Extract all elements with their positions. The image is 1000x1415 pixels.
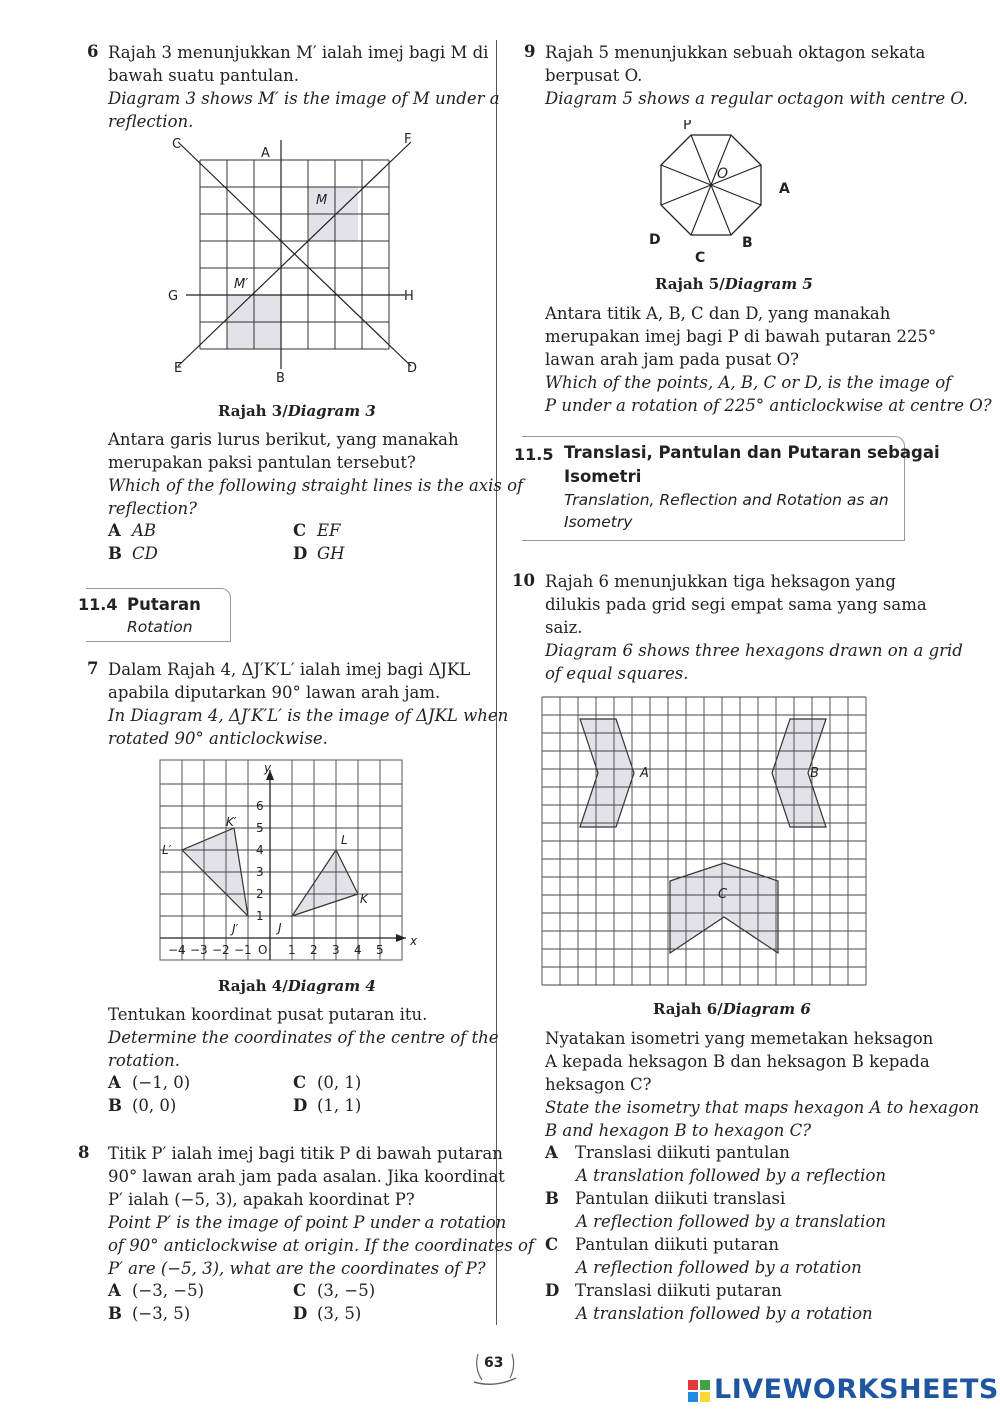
diagram-3 xyxy=(160,132,440,394)
q10-option-c[interactable]: C Pantulan diikuti putaran xyxy=(545,1235,779,1254)
q8-text-en-1: Point P′ is the image of point P under a rotation xyxy=(108,1213,507,1232)
q10-ask-ms-2: A kepada heksagon B dan heksagon B kepada xyxy=(545,1052,930,1071)
page-number: 63 xyxy=(484,1355,504,1371)
q8-text-en-2: of 90° anticlockwise at origin. If the coordinates of xyxy=(108,1236,535,1255)
y-tick: 5 xyxy=(256,821,264,835)
q6-text-en-1: Diagram 3 shows M′ is the image of M under a xyxy=(108,89,500,108)
q10-option-c-en: A reflection followed by a rotation xyxy=(576,1258,862,1277)
q9-ask-en-2: P under a rotation of 225° anticlockwise at centre O? xyxy=(545,396,992,415)
q6-text-en-2: reflection. xyxy=(108,112,194,131)
q8-text-ms-1: Titik P′ ialah imej bagi titik P di bawah putaran xyxy=(108,1144,503,1163)
q10-option-a-en: A translation followed by a reflection xyxy=(576,1166,887,1185)
y-tick: 2 xyxy=(256,887,264,901)
label-l-prime: L′ xyxy=(162,843,172,857)
diagram-4 xyxy=(150,752,430,972)
diagram-6-caption: Rajah 6/Diagram 6 xyxy=(653,1000,811,1018)
q8-text-en-3: P′ are (−5, 3), what are the coordinates of P? xyxy=(108,1259,486,1278)
x-tick: 1 xyxy=(288,943,296,957)
label-j: J xyxy=(278,921,282,935)
q7-ask-ms: Tentukan koordinat pusat putaran itu. xyxy=(108,1005,428,1024)
y-tick: 4 xyxy=(256,843,264,857)
q7-ask-en-2: rotation. xyxy=(108,1051,181,1070)
label-c: C xyxy=(718,887,728,902)
q10-text-ms-2: dilukis pada grid segi empat sama yang sama xyxy=(545,595,927,614)
label-b: B xyxy=(742,235,753,251)
q6-ask-en-1: Which of the following straight lines is the axis of xyxy=(108,476,524,495)
q8-option-a[interactable]: A (−3, −5) xyxy=(108,1281,205,1300)
q8-text-ms-3: P′ ialah (−5, 3), apakah koordinat P? xyxy=(108,1190,415,1209)
section-title-1: Translasi, Pantulan dan Putaran sebagai xyxy=(564,443,940,462)
q10-option-a[interactable]: A Translasi diikuti pantulan xyxy=(545,1143,790,1162)
diagram-6 xyxy=(540,695,870,990)
q6-ask-ms-1: Antara garis lurus berikut, yang manakah xyxy=(108,430,459,449)
q7-text-en-2: rotated 90° anticlockwise. xyxy=(108,729,328,748)
y-tick: 6 xyxy=(256,799,264,813)
label-c: C xyxy=(172,137,182,152)
column-divider xyxy=(496,40,497,1325)
label-k-prime: K′ xyxy=(226,815,237,829)
section-title: Putaran xyxy=(127,595,201,614)
section-number: 11.5 xyxy=(514,445,554,464)
q10-ask-ms-3: heksagon C? xyxy=(545,1075,652,1094)
q8-option-c[interactable]: C (3, −5) xyxy=(293,1281,376,1300)
triangle-jkl xyxy=(292,850,358,916)
q7-option-b[interactable]: B (0, 0) xyxy=(108,1096,177,1115)
x-axis-arrow xyxy=(396,934,406,942)
section-number: 11.4 xyxy=(78,595,118,614)
q6-option-d[interactable]: D GH xyxy=(293,544,345,563)
q9-ask-ms-3: lawan arah jam pada pusat O? xyxy=(545,350,800,369)
x-tick: −2 xyxy=(212,943,230,957)
q7-text-en-1: In Diagram 4, ΔJ′K′L′ is the image of ΔJKL when xyxy=(108,706,509,725)
axis-label-y: y xyxy=(264,761,272,775)
section-title-2: Isometri xyxy=(564,467,642,486)
q9-ask-ms-2: merupakan imej bagi P di bawah putaran 225° xyxy=(545,327,937,346)
q10-text-ms-1: Rajah 6 menunjukkan tiga heksagon yang xyxy=(545,572,896,591)
label-a: A xyxy=(261,146,270,161)
label-h: H xyxy=(404,289,414,304)
q6-option-c[interactable]: C EF xyxy=(293,521,341,540)
q7-option-c[interactable]: C (0, 1) xyxy=(293,1073,362,1092)
hexagon-a xyxy=(580,719,634,827)
q8-text-ms-2: 90° lawan arah jam pada asalan. Jika koordinat xyxy=(108,1167,505,1186)
label-g: G xyxy=(168,289,179,304)
question-number: 7 xyxy=(87,659,99,678)
x-tick: −1 xyxy=(234,943,252,957)
label-m: M xyxy=(316,193,328,208)
q10-option-b[interactable]: B Pantulan diikuti translasi xyxy=(545,1189,786,1208)
label-c: C xyxy=(695,250,706,266)
x-tick: 5 xyxy=(376,943,384,957)
label-f: F xyxy=(404,132,412,147)
q7-text-ms-2: apabila diputarkan 90° lawan arah jam. xyxy=(108,683,441,702)
question-number: 8 xyxy=(78,1143,90,1162)
label-k: K xyxy=(360,892,368,906)
q10-text-en-1: Diagram 6 shows three hexagons drawn on a grid xyxy=(545,641,963,660)
x-tick: 2 xyxy=(310,943,318,957)
axis-candidates xyxy=(178,140,411,369)
q10-option-b-en: A reflection followed by a translation xyxy=(576,1212,887,1231)
diagram-5 xyxy=(640,120,810,270)
q7-ask-en-1: Determine the coordinates of the centre of the xyxy=(108,1028,499,1047)
label-e: E xyxy=(174,361,183,376)
label-j-prime: J′ xyxy=(232,922,239,936)
question-number: 10 xyxy=(512,571,535,590)
label-d: D xyxy=(407,361,418,376)
label-b: B xyxy=(276,371,285,386)
q10-option-d-en: A translation followed by a rotation xyxy=(576,1304,873,1323)
q10-ask-en-2: B and hexagon B to hexagon C? xyxy=(545,1121,812,1140)
label-a: A xyxy=(779,181,790,197)
label-l: L xyxy=(341,833,348,847)
q10-ask-ms-1: Nyatakan isometri yang memetakan heksagon xyxy=(545,1029,934,1048)
q6-option-b[interactable]: B CD xyxy=(108,544,158,563)
q7-text-ms-1: Dalam Rajah 4, ΔJ′K′L′ ialah imej bagi ΔJKL xyxy=(108,660,471,679)
q6-text-ms-1: Rajah 3 menunjukkan M′ ialah imej bagi M di xyxy=(108,43,489,62)
x-tick: −3 xyxy=(190,943,208,957)
label-m-prime: M′ xyxy=(234,277,249,292)
q6-ask-en-2: reflection? xyxy=(108,499,197,518)
label-d: D xyxy=(649,232,661,248)
q9-text-ms-1: Rajah 5 menunjukkan sebuah oktagon sekata xyxy=(545,43,926,62)
question-number: 6 xyxy=(87,42,99,61)
q7-option-d[interactable]: D (1, 1) xyxy=(293,1096,362,1115)
diagram-5-caption: Rajah 5/Diagram 5 xyxy=(655,275,813,293)
label-p: P xyxy=(683,120,692,133)
q8-option-b[interactable]: B (−3, 5) xyxy=(108,1304,191,1323)
x-tick: 3 xyxy=(332,943,340,957)
section-subtitle-1: Translation, Reflection and Rotation as an xyxy=(564,491,889,509)
axis-label-x: x xyxy=(410,934,418,948)
q6-option-a[interactable]: A AB xyxy=(108,521,157,540)
q10-ask-en-1: State the isometry that maps hexagon A to hexagon xyxy=(545,1098,980,1117)
q10-text-ms-3: saiz. xyxy=(545,618,583,637)
q9-ask-ms-1: Antara titik A, B, C dan D, yang manakah xyxy=(545,304,891,323)
y-tick: 3 xyxy=(256,865,264,879)
q6-text-ms-2: bawah suatu pantulan. xyxy=(108,66,299,85)
origin-label: O xyxy=(258,943,268,957)
y-tick: 1 xyxy=(256,909,264,923)
liveworksheets-logo-icon xyxy=(688,1380,710,1402)
q9-ask-en-1: Which of the points, A, B, C or D, is the image of xyxy=(545,373,952,392)
section-subtitle: Rotation xyxy=(127,618,193,636)
q6-ask-ms-2: merupakan paksi pantulan tersebut? xyxy=(108,453,416,472)
liveworksheets-brand: LIVEWORKSHEETS xyxy=(714,1374,999,1405)
label-a: A xyxy=(640,766,649,781)
q9-text-ms-2: berpusat O. xyxy=(545,66,643,85)
diagram-3-caption: Rajah 3/Diagram 3 xyxy=(218,402,376,420)
q10-text-en-2: of equal squares. xyxy=(545,664,689,683)
q7-option-a[interactable]: A (−1, 0) xyxy=(108,1073,191,1092)
x-tick: −4 xyxy=(168,943,186,957)
section-subtitle-2: Isometry xyxy=(564,513,633,531)
q9-text-en-1: Diagram 5 shows a regular octagon with centre O. xyxy=(545,89,969,108)
question-number: 9 xyxy=(524,42,536,61)
label-b: B xyxy=(810,766,819,781)
q10-option-d[interactable]: D Translasi diikuti putaran xyxy=(545,1281,782,1300)
label-o: O xyxy=(717,166,729,182)
q8-option-d[interactable]: D (3, 5) xyxy=(293,1304,362,1323)
x-tick: 4 xyxy=(354,943,362,957)
diagram-4-caption: Rajah 4/Diagram 4 xyxy=(218,977,376,995)
